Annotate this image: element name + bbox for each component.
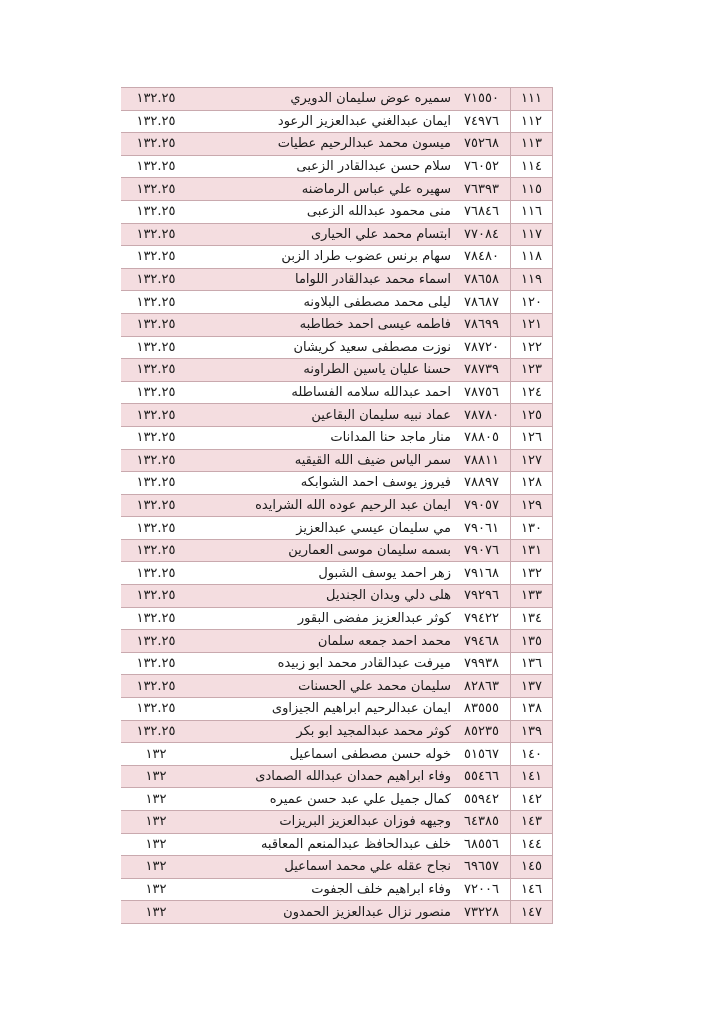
seq-cell: ١١٩ [511, 268, 553, 291]
seq-cell: ١١٤ [511, 155, 553, 178]
name-cell: حسنا عليان ياسين الطراونه [191, 359, 453, 382]
number-cell: ٧٩٤٦٨ [453, 630, 511, 653]
seq-cell: ١٢٤ [511, 381, 553, 404]
seq-cell: ١٢٣ [511, 359, 553, 382]
number-cell: ٧٨٧٥٦ [453, 381, 511, 404]
seq-cell: ١٢٦ [511, 426, 553, 449]
seq-cell: ١٢٠ [511, 291, 553, 314]
name-cell: عماد نبيه سليمان البقاعين [191, 404, 453, 427]
name-cell: ابتسام محمد علي الحيارى [191, 223, 453, 246]
table-row [121, 426, 553, 449]
seq-cell: ١١٣ [511, 133, 553, 156]
name-cell: ميسون محمد عبدالرحيم عطيات [191, 133, 453, 156]
name-cell: منار ماجد حنا المدانات [191, 426, 453, 449]
value-cell: ١٣٢ [121, 788, 191, 811]
name-cell: ليلى محمد مصطفى البلاونه [191, 291, 453, 314]
table-row [121, 878, 553, 901]
number-cell: ٧٢٠٠٦ [453, 878, 511, 901]
value-cell: ١٣٢.٢٥ [121, 517, 191, 540]
table-row [121, 675, 553, 698]
name-cell: احمد عبدالله سلامه الفساطله [191, 381, 453, 404]
value-cell: ١٣٢.٢٥ [121, 381, 191, 404]
seq-cell: ١٤٧ [511, 901, 553, 924]
number-cell: ٧٨٤٨٠ [453, 246, 511, 269]
value-cell: ١٣٢.٢٥ [121, 630, 191, 653]
value-cell: ١٣٢ [121, 856, 191, 879]
table-row [121, 472, 553, 495]
table-row [121, 155, 553, 178]
table-row [121, 788, 553, 811]
value-cell: ١٣٢.٢٥ [121, 539, 191, 562]
name-cell: سلام حسن عبدالقادر الزعبى [191, 155, 453, 178]
seq-cell: ١١٢ [511, 110, 553, 133]
number-cell: ٦٨٥٥٦ [453, 833, 511, 856]
table-row [121, 336, 553, 359]
number-cell: ٥٥٤٦٦ [453, 765, 511, 788]
value-cell: ١٣٢.٢٥ [121, 313, 191, 336]
value-cell: ١٣٢.٢٥ [121, 155, 191, 178]
seq-cell: ١١١ [511, 88, 553, 111]
name-cell: زهر احمد يوسف الشبول [191, 562, 453, 585]
seq-cell: ١١٦ [511, 200, 553, 223]
name-cell: نجاح عقله علي محمد اسماعيل [191, 856, 453, 879]
value-cell: ١٣٢.٢٥ [121, 720, 191, 743]
value-cell: ١٣٢.٢٥ [121, 675, 191, 698]
number-cell: ٧٨٦٥٨ [453, 268, 511, 291]
value-cell: ١٣٢ [121, 833, 191, 856]
table-row [121, 765, 553, 788]
name-cell: وجيهه فوزان عبدالعزيز البريزات [191, 811, 453, 834]
seq-cell: ١٣٨ [511, 698, 553, 721]
value-cell: ١٣٢ [121, 765, 191, 788]
value-cell: ١٣٢ [121, 743, 191, 766]
number-cell: ٧٨٧٢٠ [453, 336, 511, 359]
number-cell: ٧٦٣٩٣ [453, 178, 511, 201]
value-cell: ١٣٢ [121, 878, 191, 901]
number-cell: ٧٦٠٥٢ [453, 155, 511, 178]
table-row [121, 88, 553, 111]
seq-cell: ١٤٤ [511, 833, 553, 856]
number-cell: ٨٣٥٥٥ [453, 698, 511, 721]
value-cell: ١٣٢.٢٥ [121, 359, 191, 382]
value-cell: ١٣٢.٢٥ [121, 562, 191, 585]
table-row [121, 856, 553, 879]
value-cell: ١٣٢.٢٥ [121, 426, 191, 449]
table-row [121, 133, 553, 156]
name-cell: سميره عوض سليمان الدويري [191, 88, 453, 111]
name-cell: وفاء ابراهيم خلف الجفوت [191, 878, 453, 901]
name-cell: ميرفت عبدالقادر محمد ابو زبيده [191, 652, 453, 675]
name-cell: خوله حسن مصطفى اسماعيل [191, 743, 453, 766]
number-cell: ٧٩٢٩٦ [453, 585, 511, 608]
name-cell: كمال جميل علي عبد حسن عميره [191, 788, 453, 811]
number-cell: ٧٧٠٨٤ [453, 223, 511, 246]
name-cell: كوثر محمد عبدالمجيد ابو بكر [191, 720, 453, 743]
seq-cell: ١٣١ [511, 539, 553, 562]
number-cell: ٥٥٩٤٢ [453, 788, 511, 811]
table-row [121, 698, 553, 721]
number-cell: ٧٤٩٧٦ [453, 110, 511, 133]
name-cell: كوثر عبدالعزيز مفضى البقور [191, 607, 453, 630]
number-cell: ٧٩٠٧٦ [453, 539, 511, 562]
name-cell: بسمه سليمان موسى العمارين [191, 539, 453, 562]
seq-cell: ١٤١ [511, 765, 553, 788]
table-row [121, 200, 553, 223]
value-cell: ١٣٢ [121, 811, 191, 834]
name-cell: هلى دلي وبدان الجنديل [191, 585, 453, 608]
table-row [121, 720, 553, 743]
table-row [121, 517, 553, 540]
table-row [121, 562, 553, 585]
seq-cell: ١٤٦ [511, 878, 553, 901]
name-cell: محمد احمد جمعه سلمان [191, 630, 453, 653]
table-row [121, 585, 553, 608]
name-cell: فيروز يوسف احمد الشوابكه [191, 472, 453, 495]
seq-cell: ١٣٣ [511, 585, 553, 608]
name-cell: ايمان عبدالغني عبدالعزيز الرعود [191, 110, 453, 133]
table-row [121, 449, 553, 472]
number-cell: ٧٩١٦٨ [453, 562, 511, 585]
value-cell: ١٣٢.٢٥ [121, 110, 191, 133]
name-cell: مي سليمان عيسي عبدالعزيز [191, 517, 453, 540]
table-row [121, 539, 553, 562]
value-cell: ١٣٢.٢٥ [121, 200, 191, 223]
seq-cell: ١٢١ [511, 313, 553, 336]
seq-cell: ١٣٧ [511, 675, 553, 698]
number-cell: ٧٩٩٣٨ [453, 652, 511, 675]
name-cell: فاطمه عيسى احمد خطاطبه [191, 313, 453, 336]
table-row [121, 291, 553, 314]
table-row [121, 223, 553, 246]
name-cell: سهام برنس عضوب طراد الزبن [191, 246, 453, 269]
value-cell: ١٣٢.٢٥ [121, 698, 191, 721]
value-cell: ١٣٢.٢٥ [121, 607, 191, 630]
number-cell: ٧٨٦٩٩ [453, 313, 511, 336]
number-cell: ٧٨٨١١ [453, 449, 511, 472]
table-row [121, 901, 553, 924]
name-cell: اسماء محمد عبدالقادر اللواما [191, 268, 453, 291]
number-cell: ٧٦٨٤٦ [453, 200, 511, 223]
table-row [121, 630, 553, 653]
value-cell: ١٣٢.٢٥ [121, 246, 191, 269]
number-cell: ٧٩٠٦١ [453, 517, 511, 540]
seq-cell: ١٢٩ [511, 494, 553, 517]
value-cell: ١٣٢ [121, 901, 191, 924]
number-cell: ٧٣٢٢٨ [453, 901, 511, 924]
seq-cell: ١٣٩ [511, 720, 553, 743]
number-cell: ٧٨٧٨٠ [453, 404, 511, 427]
number-cell: ٧١٥٥٠ [453, 88, 511, 111]
value-cell: ١٣٢.٢٥ [121, 133, 191, 156]
number-cell: ٧٩٠٥٧ [453, 494, 511, 517]
number-cell: ٧٩٤٢٢ [453, 607, 511, 630]
table-row [121, 607, 553, 630]
table-body [121, 88, 553, 924]
seq-cell: ١٣٦ [511, 652, 553, 675]
number-cell: ٦٤٣٨٥ [453, 811, 511, 834]
number-cell: ٧٨٨٠٥ [453, 426, 511, 449]
number-cell: ٨٢٨٦٣ [453, 675, 511, 698]
seq-cell: ١١٨ [511, 246, 553, 269]
table-row [121, 359, 553, 382]
name-cell: منصور نزال عبدالعزيز الحمدون [191, 901, 453, 924]
name-cell: منى محمود عبدالله الزعبى [191, 200, 453, 223]
table-row [121, 268, 553, 291]
table-row [121, 178, 553, 201]
seq-cell: ١٢٢ [511, 336, 553, 359]
value-cell: ١٣٢.٢٥ [121, 449, 191, 472]
value-cell: ١٣٢.٢٥ [121, 585, 191, 608]
table-row [121, 833, 553, 856]
name-cell: سهيره علي عباس الرماضنه [191, 178, 453, 201]
seq-cell: ١٢٥ [511, 404, 553, 427]
seq-cell: ١٣٠ [511, 517, 553, 540]
value-cell: ١٣٢.٢٥ [121, 336, 191, 359]
number-cell: ٥١٥٦٧ [453, 743, 511, 766]
seq-cell: ١٤٢ [511, 788, 553, 811]
value-cell: ١٣٢.٢٥ [121, 494, 191, 517]
value-cell: ١٣٢.٢٥ [121, 472, 191, 495]
beneficiaries-table [121, 87, 553, 924]
seq-cell: ١٣٤ [511, 607, 553, 630]
seq-cell: ١٤٣ [511, 811, 553, 834]
value-cell: ١٣٢.٢٥ [121, 223, 191, 246]
value-cell: ١٣٢.٢٥ [121, 88, 191, 111]
seq-cell: ١٤٥ [511, 856, 553, 879]
table-row [121, 494, 553, 517]
name-cell: ايمان عبدالرحيم ابراهيم الجيزاوى [191, 698, 453, 721]
value-cell: ١٣٢.٢٥ [121, 652, 191, 675]
seq-cell: ١١٧ [511, 223, 553, 246]
name-cell: سليمان محمد علي الحسنات [191, 675, 453, 698]
table-row [121, 404, 553, 427]
seq-cell: ١٤٠ [511, 743, 553, 766]
number-cell: ٧٥٢٦٨ [453, 133, 511, 156]
seq-cell: ١١٥ [511, 178, 553, 201]
table-row [121, 110, 553, 133]
table-row [121, 313, 553, 336]
name-cell: خلف عبدالحافظ عبدالمنعم المعاقبه [191, 833, 453, 856]
table-row [121, 381, 553, 404]
name-cell: وفاء ابراهيم حمدان عبدالله الصمادى [191, 765, 453, 788]
name-cell: ايمان عبد الرحيم عوده الله الشرايده [191, 494, 453, 517]
seq-cell: ١٢٨ [511, 472, 553, 495]
seq-cell: ١٢٧ [511, 449, 553, 472]
table-row [121, 811, 553, 834]
value-cell: ١٣٢.٢٥ [121, 178, 191, 201]
name-cell: سمر الياس ضيف الله القيقيه [191, 449, 453, 472]
value-cell: ١٣٢.٢٥ [121, 268, 191, 291]
table-row [121, 652, 553, 675]
value-cell: ١٣٢.٢٥ [121, 404, 191, 427]
number-cell: ٦٩٦٥٧ [453, 856, 511, 879]
table-row [121, 246, 553, 269]
table-row [121, 743, 553, 766]
number-cell: ٨٥٢٣٥ [453, 720, 511, 743]
name-cell: نوزت مصطفى سعيد كريشان [191, 336, 453, 359]
number-cell: ٧٨٨٩٧ [453, 472, 511, 495]
seq-cell: ١٣٢ [511, 562, 553, 585]
number-cell: ٧٨٦٨٧ [453, 291, 511, 314]
number-cell: ٧٨٧٣٩ [453, 359, 511, 382]
value-cell: ١٣٢.٢٥ [121, 291, 191, 314]
seq-cell: ١٣٥ [511, 630, 553, 653]
